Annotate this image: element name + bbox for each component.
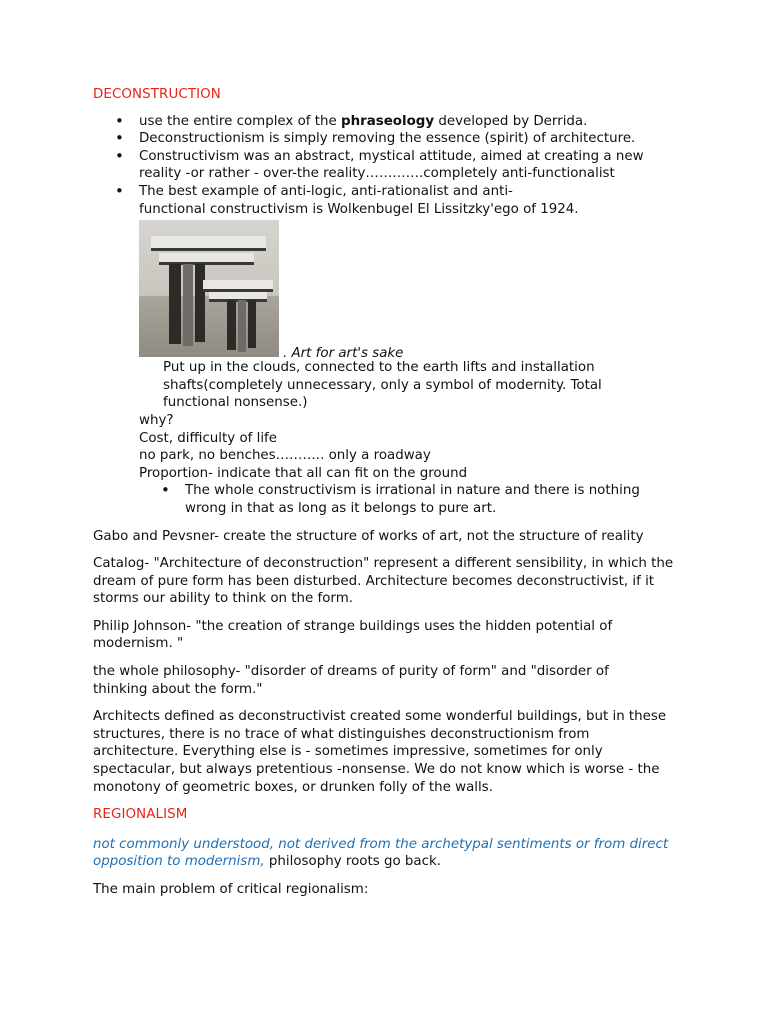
paragraph: The main problem of critical regionalism: <box>93 882 369 897</box>
text-span: developed by Derrida. <box>434 113 588 129</box>
paragraph: Architects defined as deconstructivist created some wonderful buildings, but in these structures, there is no trace of what distinguishes deconstructionism from architecture. Everything else is - sometimes impressive, sometimes for only spectacular, but always pretentious -nonsense. We do not know which is worse - the monotony of geometric boxes, or drunken folly of the walls. <box>93 709 667 795</box>
note-text: why? <box>139 412 174 428</box>
paragraph: Catalog- "Architecture of deconstruction" represent a different sensibility, in which the dream of pure form has been disturbed. Architecture becomes deconstructivist, if it storms our ability to think on the form. <box>93 556 674 607</box>
bullet-list <box>93 113 693 219</box>
wolkenbugel-photo <box>139 220 279 357</box>
paragraph: Gabo and Pevsner- create the structure of works of art, not the structure of reality <box>93 528 644 544</box>
text-span: use the entire complex of the <box>139 113 341 129</box>
section-heading-regionalism: REGIONALISM <box>93 807 188 823</box>
highlighted-text: not commonly understood, not derived from the archetypal sentiments or from direct opposition to modernism, <box>93 836 669 870</box>
list-item: • Deconstructionism is simply removing the essence (spirit) of architecture. <box>139 130 693 148</box>
paragraph: Philip Johnson- "the creation of strange buildings uses the hidden potential of modernism. " <box>93 618 613 652</box>
list-item: • The best example of anti-logic, anti-rationalist and anti-functional constructivism is Wolkenbugel El Lissitzky'ego of 1924. <box>139 183 579 218</box>
sub-bullet-list <box>93 482 693 517</box>
paragraph: the whole philosophy- "disorder of dreams of purity of form" and "disorder of thinking about the form." <box>93 664 609 697</box>
document-page <box>93 86 693 909</box>
list-item: • The whole constructivism is irrational in nature and there is nothing wrong in that as long as it belongs to pure art. <box>185 482 655 517</box>
section-heading-deconstruction: DECONSTRUCTION <box>93 87 221 102</box>
note-text: Proportion- indicate that all can fit on the ground <box>139 465 468 481</box>
note-text: Put up in the clouds, connected to the earth lifts and installation shafts(completely unnecessary, only a symbol of modernity. Total functional nonsense.) <box>163 360 602 411</box>
bold-term: phraseology <box>341 113 435 129</box>
list-item: • Constructivism was an abstract, mystical attitude, aimed at creating a new reality -or rather - over-the reality………….completely anti-functionalist <box>139 148 687 183</box>
list-item <box>139 113 693 131</box>
note-text: Cost, difficulty of life <box>139 430 278 446</box>
text-span: philosophy roots go back. <box>264 854 441 870</box>
figure-row <box>93 220 693 359</box>
paragraph <box>93 836 683 871</box>
figure-caption: . Art for art's sake <box>283 345 404 361</box>
note-text: no park, no benches……….. only a roadway <box>139 448 431 464</box>
